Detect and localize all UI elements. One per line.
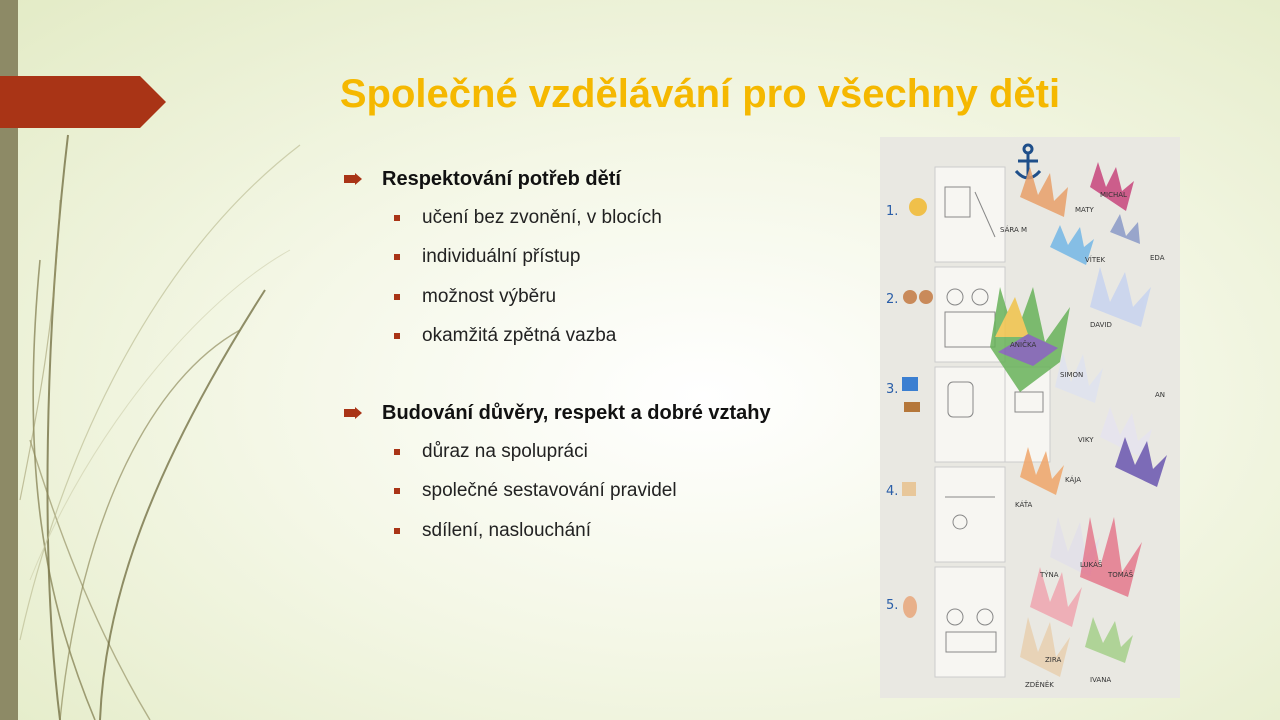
row-number: 1. (886, 204, 899, 219)
poster-illustration (880, 137, 1180, 698)
arrow-bullet-icon (344, 407, 362, 419)
section-heading (344, 394, 874, 432)
list-item (394, 472, 874, 512)
list-item (394, 277, 874, 317)
hand-name: TOMÁŠ (1108, 571, 1134, 579)
hand-name: VIKY (1078, 436, 1094, 444)
section-heading-text: Budování důvěry, respekt a dobré vztahy (382, 401, 771, 424)
list-item-text: společné sestavování pravidel (422, 480, 677, 502)
classroom-poster-photo (880, 137, 1180, 698)
hand-name: MATY (1075, 206, 1094, 214)
list-item-text: učení bez zvonění, v blocích (422, 206, 662, 228)
section-trust-relations (344, 394, 874, 551)
row-number: 4. (886, 484, 899, 499)
row-number: 2. (886, 292, 899, 307)
smiley-icon (909, 198, 927, 216)
hand-name: ZIRA (1045, 656, 1062, 664)
list-item-text: okamžitá zpětná vazba (422, 325, 617, 347)
list-item-text: možnost výběru (422, 285, 557, 307)
list-item (394, 432, 874, 472)
square-bullet-icon (394, 254, 400, 260)
list-item-text: důraz na spolupráci (422, 440, 588, 462)
square-bullet-icon (394, 294, 400, 300)
hand-name: TÝNA (1040, 571, 1059, 579)
section-heading (344, 160, 874, 198)
hand-name: MICHAL (1100, 191, 1127, 199)
list-item (394, 317, 874, 357)
arrow-bullet-icon (344, 173, 362, 185)
list-item (394, 511, 874, 551)
hand-name: SIMON (1060, 371, 1084, 379)
hand-name: LUKÁŠ (1080, 561, 1103, 569)
hand-name: ANIČKA (1010, 341, 1037, 349)
bullet-content (344, 160, 874, 589)
square-bullet-icon (394, 215, 400, 221)
hand-name: ZDĚNĚK (1025, 681, 1054, 689)
hand-name: VÍTEK (1085, 256, 1106, 264)
hand-name: SÁRA M (1000, 226, 1027, 234)
square-bullet-icon (394, 449, 400, 455)
list-item (394, 198, 874, 238)
hand-name: DAVID (1090, 321, 1112, 329)
hand-name: IVANA (1090, 676, 1112, 684)
list-item-text: sdílení, naslouchání (422, 519, 592, 541)
hand-name: KÁJA (1065, 476, 1081, 484)
list-item-text: individuální přístup (422, 246, 581, 268)
section-respect-needs (344, 160, 874, 356)
square-bullet-icon (394, 333, 400, 339)
hand-name: KÁŤA (1015, 501, 1033, 509)
row-number: 3. (886, 382, 899, 397)
section-heading-text: Respektování potřeb dětí (382, 167, 621, 190)
square-bullet-icon (394, 488, 400, 494)
square-bullet-icon (394, 528, 400, 534)
list-item (394, 238, 874, 278)
row-number: 5. (886, 598, 899, 613)
hand-name: EDA (1150, 254, 1165, 262)
title-arrow-shape (0, 76, 166, 128)
slide-title: Společné vzdělávání pro všechny děti (339, 72, 1061, 116)
hand-name: AN (1155, 391, 1166, 399)
